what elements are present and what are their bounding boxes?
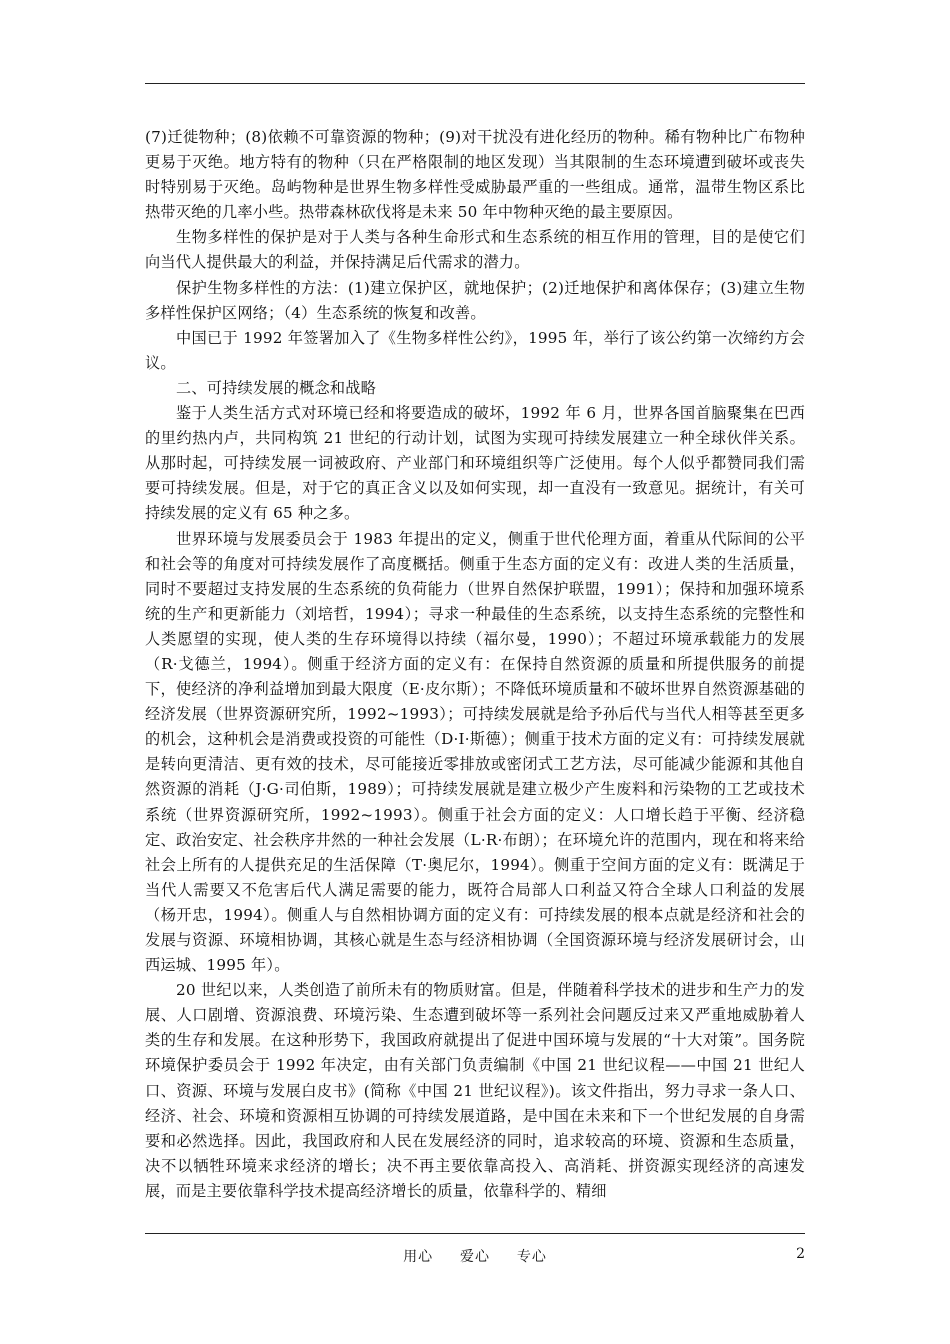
paragraph-biodiversity-protection: 生物多样性的保护是对于人类与各种生命形式和生态系统的相互作用的管理，目的是使它们向当代人提供最大的利益，并保持满足后代需求的潜力。 — [145, 228, 805, 272]
header-rule — [145, 83, 805, 84]
paragraph-protection-methods: 保护生物多样性的方法：(1)建立保护区，就地保护；(2)迁地保护和离体保存；(3)建立生物多样性保护区网络；（4）生态系统的恢复和改善。 — [145, 278, 805, 322]
page-number: 2 — [796, 1246, 805, 1262]
footer-rule — [145, 1233, 805, 1234]
section-heading: 二、可持续发展的概念和战略 — [176, 378, 377, 397]
paragraph-china-agenda: 20 世纪以来，人类创造了前所未有的物质财富。但是，伴随着科学技术的进步和生产力的发展、人口剧增、资源浪费、环境污染、生态遭到破坏等一系列社会问题反过来又严重地威胁着人类的生存和发展。在这种形势下，我国政府就提出了促进中国环境与发展的“十大对策”。国务院环境保护委员会于 1992 年决定，由有关部门负责编制《中国 21 世纪议程——中国 21 世纪人口、资源、环境与发展白皮书》(简称《中国 21 世纪议程》)。该文件指出，努力寻求一条人口、经济、社会、环境和资源相互协调的可持续发展道路，是中国在未来和下一个世纪发展的自身需要和必然选择。因此，我国政府和人民在发展经济的同时，追求较高的环境、资源和生态质量，决不以牺牲环境来求经济的增长；决不再主要依靠高投入、高消耗、拼资源实现经济的高速发展，而是主要依靠科学技术提高经济增长的质量，依靠科学的、精细 — [145, 981, 805, 1200]
footer-motto: 用心 爱心 专心 — [403, 1249, 547, 1265]
paragraph-rio-summit: 鉴于人类生活方式对环境已经和将要造成的破坏，1992 年 6 月，世界各国首脑聚集在巴西的里约热内卢，共同构筑 21 世纪的行动计划，试图为实现可持续发展建立一种全球伙伴关系。从那时起，可持续发展一词被政府、产业部门和环境组织等广泛使用。每个人似乎都赞同我们需要可持续发展。但是，对于它的真正含义以及如何实现，却一直没有一致意见。据统计，有关可持续发展的定义有 65 种之多。 — [145, 404, 805, 523]
paragraph-definitions: 世界环境与发展委员会于 1983 年提出的定义，侧重于世代伦理方面，着重从代际间的公平和社会等的角度对可持续发展作了高度概括。侧重于生态方面的定义有：改进人类的生活质量，同时不要超过支持发展的生态系统的负荷能力（世界自然保护联盟，1991）；保持和加强环境系统的生产和更新能力（刘培哲，1994）；寻求一种最佳的生态系统，以支持生态系统的完整性和人类愿望的实现，使人类的生存环境得以持续（福尔曼，1990）；不超过环境承载能力的发展（R·戈德兰，1994）。侧重于经济方面的定义有：在保持自然资源的质量和所提供服务的前提下，使经济的净利益增加到最大限度（E·皮尔斯）；不降低环境质量和不破坏世界自然资源基础的经济发展（世界资源研究所，1992~1993）；可持续发展就是给予孙后代与当代人相等甚至更多的机会，这种机会是消费或投资的可能性（D·I·斯德）；侧重于技术方面的定义有：可持续发展就是转向更清洁、更有效的技术，尽可能接近零排放或密闭式工艺方法，尽可能减少能源和其他自然资源的消耗（J·G·司伯斯，1989）；可持续发展就是建立极少产生废料和污染物的工艺或技术系统（世界资源研究所，1992~1993）。侧重于社会方面的定义：人口增长趋于平衡、经济稳定、政治安定、社会秩序井然的一种社会发展（L·R·布朗）；在环境允许的范围内，现在和将来给社会上所有的人提供充足的生活保障（T·奥尼尔，1994）。侧重于空间方面的定义有：既满足于当代人需要又不危害后代人满足需要的能力，既符合局部人口利益又符合全球人口利益的发展（杨开忠，1994）。侧重人与自然相协调方面的定义有：可持续发展的根本点就是经济和社会的发展与资源、环境相协调，其核心就是生态与经济相协调（全国资源环境与经济发展研讨会，山西运城、1995 年）。 — [145, 529, 805, 975]
document-body — [145, 125, 805, 1204]
paragraph-china-convention: 中国已于 1992 年签署加入了《生物多样性公约》，1995 年，举行了该公约第一次缔约方会议。 — [145, 328, 805, 372]
paragraph-species-extinction: (7)迁徙物种；(8)依赖不可靠资源的物种；(9)对干扰没有进化经历的物种。稀有物种比广布物种更易于灭绝。地方特有的物种（只在严格限制的地区发现）当其限制的生态环境遭到破坏或丧失时特别易于灭绝。岛屿物种是世界生物多样性受威胁最严重的一些组成。通常，温带生物区系比热带灭绝的几率小些。热带森林砍伐将是未来 50 年中物种灭绝的最主要原因。 — [145, 128, 805, 222]
